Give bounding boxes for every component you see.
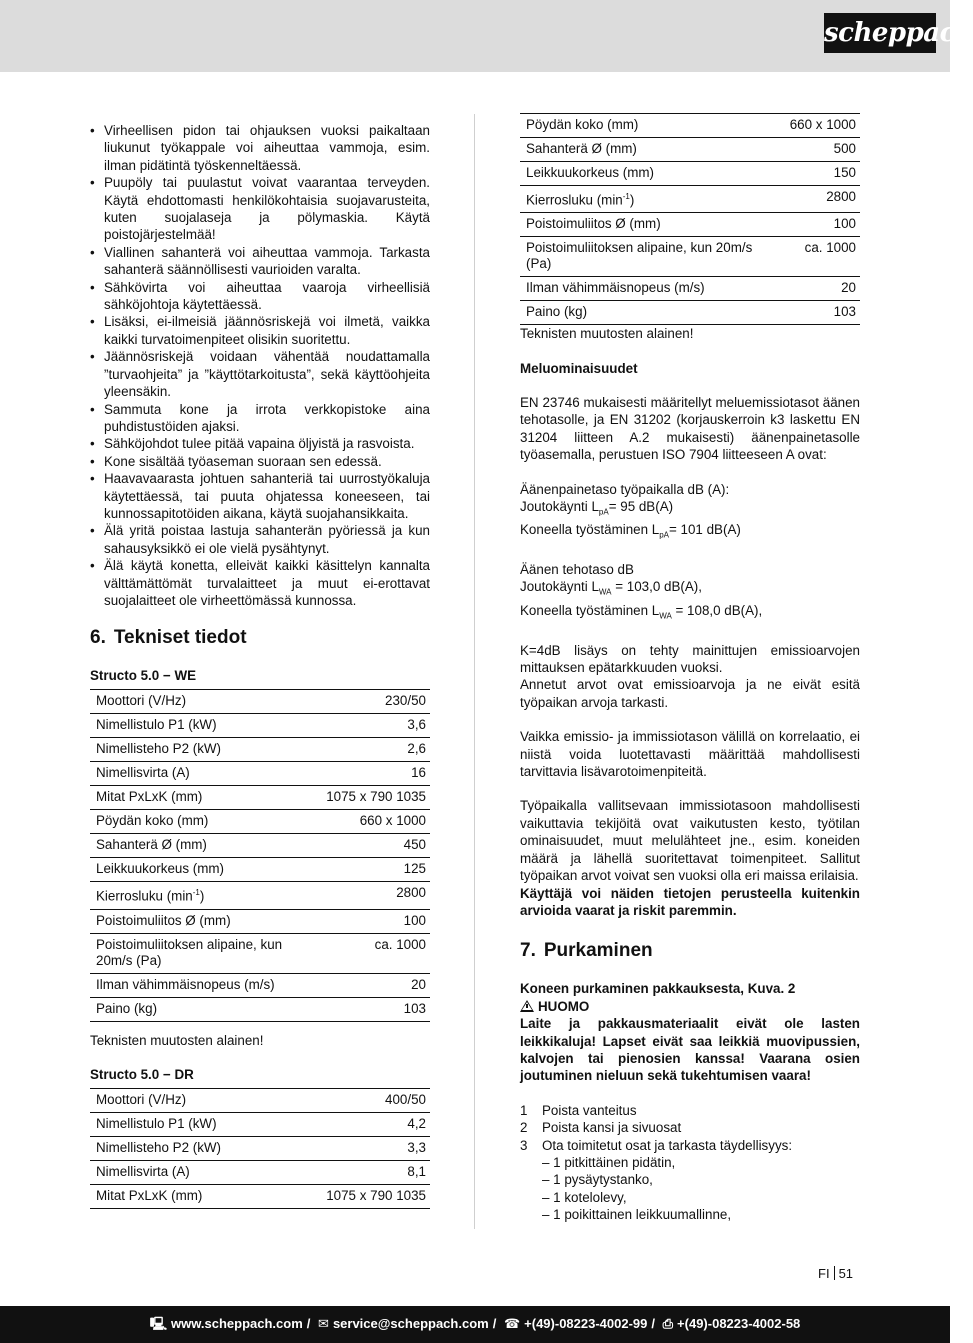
spec-key: Mitat PxLxK (mm) bbox=[90, 1185, 279, 1209]
delivery-item: – 1 pitkittäinen pidätin, bbox=[542, 1154, 676, 1170]
spec-value: 400/50 bbox=[279, 1089, 430, 1113]
spec-row bbox=[90, 1113, 430, 1137]
spec-row bbox=[90, 1089, 430, 1113]
noise-conclusion: Käyttäjä voi näiden tietojen perusteella kuitenkin arvioida vaarat ja riskit paremmin. bbox=[520, 885, 860, 918]
noise-factors-note: Työpaikalla vallitsevaan immissiotasoon mahdollisesti vaikuttavia tekijöitä ovat vaikutusten kesto, työtilan ominaisuudet, muut melulähteet jne., esim. koneiden määrä ja lähellä suoritettavat toimenpiteet. Sallitut työpaikan arvot voivat sen vuoksi olla eri maissa erilaisia. bbox=[520, 798, 860, 884]
unpack-step: 1 Poista vanteitus bbox=[520, 1102, 637, 1118]
spec-key: Poistoimuliitos Ø (mm) bbox=[90, 909, 320, 933]
footer-fax: +(49)-08223-4002-58 bbox=[677, 1316, 801, 1331]
spec-key: Leikkuukorkeus (mm) bbox=[520, 162, 784, 186]
spec-value: 8,1 bbox=[279, 1161, 430, 1185]
delivery-item: – 1 poikittainen leikkuumallinne, bbox=[542, 1207, 732, 1223]
spec-key: Leikkuukorkeus (mm) bbox=[90, 858, 320, 882]
safety-bullet: • Haavavaarasta johtuen sahanteriä tai uurrostyökaluja käytettäessä, tai puuta ohjatessa koneeseen, tai kunnossapitotöiden aikana, käytä suojahansikkaita. bbox=[90, 470, 430, 522]
spec-row bbox=[90, 810, 430, 834]
spec-key: Nimellistulo P1 (kW) bbox=[90, 714, 320, 738]
spec-value: 103 bbox=[320, 997, 430, 1021]
spec-value: 150 bbox=[784, 162, 860, 186]
spec-key: Poistoimuliitoksen alipaine, kun 20m/s (Pa) bbox=[520, 237, 784, 277]
spec-value: 500 bbox=[784, 138, 860, 162]
spec-row bbox=[520, 213, 860, 237]
section-6-heading: 6. Tekniset tiedot bbox=[90, 627, 247, 649]
left-column bbox=[90, 122, 430, 1209]
spec-key: Pöydän koko (mm) bbox=[90, 810, 320, 834]
spec-value: 450 bbox=[320, 834, 430, 858]
column-divider bbox=[474, 114, 475, 1229]
fax-icon: ⎙ bbox=[662, 1316, 674, 1331]
dr-model-title: Structo 5.0 − DR bbox=[90, 1067, 194, 1083]
safety-bullet: • Jäännösriskejä voidaan vähentää noudattamalla ”turvaohjeita” ja ”käyttötarkoitusta”, sekä käyttöohjeita yleensäkin. bbox=[90, 348, 430, 400]
spec-key: Ilman vähimmäisnopeus (m/s) bbox=[520, 277, 784, 301]
huomo-label: HUOMO bbox=[520, 998, 860, 1015]
warning-triangle-icon bbox=[520, 1000, 534, 1012]
lpa-title: Äänenpainetaso työpaikalla dB (A): bbox=[520, 481, 730, 497]
spec-row bbox=[90, 933, 430, 973]
spec-row bbox=[90, 1185, 430, 1209]
noise-k-note: K=4dB lisäys on tehty mainittujen emissioarvojen mittauksen epätarkkuuden vuoksi. bbox=[520, 642, 860, 676]
spec-row bbox=[520, 237, 860, 277]
safety-bullet: • Älä käytä konetta, elleivät kaikki käsittelyn kannalta välttämättömät turvalaitteet ja muut ei-erottavat suojalaitteet ole virheettömässä kunnossa. bbox=[90, 557, 430, 609]
spec-value: 2800 bbox=[320, 882, 430, 909]
right-column bbox=[520, 113, 860, 1224]
spec-value: 660 x 1000 bbox=[784, 114, 860, 138]
spec-value: 16 bbox=[320, 762, 430, 786]
spec-row bbox=[90, 834, 430, 858]
page-footer: 🖳 www.scheppach.com / ✉ service@scheppach.com / ☎ +(49)-08223-4002-99 / ⎙ +(49)-08223-4002-58 bbox=[0, 1306, 950, 1343]
spec-key: Nimellistulo P1 (kW) bbox=[90, 1113, 279, 1137]
computer-icon: 🖳 bbox=[149, 1316, 168, 1331]
spec-value: 3,6 bbox=[320, 714, 430, 738]
footer-phone: +(49)-08223-4002-99 bbox=[524, 1316, 648, 1331]
spec-value: 1075 x 790 1035 bbox=[279, 1185, 430, 1209]
spec-value: 100 bbox=[320, 909, 430, 933]
spec-value: 2800 bbox=[784, 186, 860, 213]
unpack-step: 3 Ota toimitetut osat ja tarkasta täydellisyys: bbox=[520, 1137, 793, 1153]
safety-bullet: • Lisäksi, ei-ilmeisiä jäännösriskejä voi ilmetä, vaikka kaikki turvatoimenpiteet olisikin suoritettu. bbox=[90, 313, 430, 348]
dr-spec-table-continued bbox=[520, 113, 860, 325]
lwa-title: Äänen tehotaso dB bbox=[520, 562, 634, 578]
spec-row bbox=[90, 882, 430, 909]
spec-key: Nimellisvirta (A) bbox=[90, 1161, 279, 1185]
safety-bullet: • Virheellisen pidon tai ohjauksen vuoksi paikaltaan liukunut työkappale voi aiheuttaa vammoja, esim. ilman pidätintä työskenneltäessä. bbox=[90, 122, 430, 174]
safety-bullet-list bbox=[90, 122, 430, 609]
noise-correlation-note: Vaikka emissio- ja immissiotason välillä on korrelaatio, ei niistä voida luotettavasti määrittää mahdollisesti tarvittavia lisävarotoimenpiteitä. bbox=[520, 729, 860, 780]
spec-row bbox=[520, 138, 860, 162]
spec-row bbox=[90, 909, 430, 933]
spec-key: Kierrosluku $(\min^{-1})$ bbox=[520, 186, 784, 213]
spec-row bbox=[520, 301, 860, 325]
lpa-load: Koneella työstäminen $L_{pA}= 101$ dB(A) bbox=[520, 521, 741, 540]
spec-key: Poistoimuliitos Ø (mm) bbox=[520, 213, 784, 237]
delivery-item: – 1 kotelolevy, bbox=[542, 1189, 627, 1205]
lwa-idle: Joutokäynti $L_{WA} = 103,0$ dB(A), bbox=[520, 579, 702, 598]
page-number: FI 51 bbox=[818, 1266, 854, 1281]
delivery-item: – 1 pysäytystanko, bbox=[542, 1172, 653, 1188]
noise-heading: Meluominaisuudet bbox=[520, 360, 638, 376]
spec-row bbox=[90, 858, 430, 882]
we-note: Teknisten muutosten alainen! bbox=[90, 1032, 264, 1048]
phone-icon: ☎ bbox=[503, 1316, 521, 1331]
we-model-title: Structo 5.0 − WE bbox=[90, 668, 197, 684]
spec-row bbox=[90, 714, 430, 738]
dr-spec-table bbox=[90, 1088, 430, 1209]
spec-key: Moottori (V/Hz) bbox=[90, 690, 320, 714]
spec-value: 3,3 bbox=[279, 1137, 430, 1161]
spec-value: ca. 1000 bbox=[784, 237, 860, 277]
noise-emission-note: Annetut arvot ovat emissioarvoja ja ne eivät esitä työpaikan arvoja tarkasti. bbox=[520, 677, 860, 710]
safety-bullet: • Älä yritä poistaa lastuja sahanterän pyöriessä ja kun sahausyksikkö ei ole vielä pysähtynyt. bbox=[90, 522, 430, 557]
spec-row bbox=[520, 114, 860, 138]
safety-bullet: • Sammuta kone ja irrota verkkopistoke aina puhdistustöiden ajaksi. bbox=[90, 401, 430, 436]
spec-key: Sahanterä Ø (mm) bbox=[520, 138, 784, 162]
spec-key: Pöydän koko (mm) bbox=[520, 114, 784, 138]
delivery-contents-list bbox=[520, 1154, 860, 1224]
unpack-steps bbox=[520, 1102, 860, 1154]
spec-value: 20 bbox=[784, 277, 860, 301]
spec-value: 660 x 1000 bbox=[320, 810, 430, 834]
spec-row bbox=[90, 786, 430, 810]
lwa-load: Koneella työstäminen $L_{WA} = 108,0$ dB(A), bbox=[520, 602, 763, 621]
spec-row bbox=[90, 762, 430, 786]
safety-bullet: • Puupöly tai puulastut voivat vaarantaa terveyden. Käytä ehdottomasti henkilökohtaisia suojavarusteita, kuten suojalaseja ja pölymaskia. Käytä poistojärjestelmää! bbox=[90, 174, 430, 244]
spec-key: Mitat PxLxK (mm) bbox=[90, 786, 320, 810]
spec-key: Ilman vähimmäisnopeus (m/s) bbox=[90, 973, 320, 997]
section-7-heading: 7. Purkaminen bbox=[520, 940, 653, 962]
spec-row bbox=[90, 973, 430, 997]
spec-key: Paino (kg) bbox=[520, 301, 784, 325]
spec-value: 2,6 bbox=[320, 738, 430, 762]
spec-key: Poistoimuliitoksen alipaine, kun 20m/s (Pa) bbox=[90, 933, 320, 973]
spec-value: 230/50 bbox=[320, 690, 430, 714]
child-warning: Laite ja pakkausmateriaalit eivät ole lasten leikkikaluja! Lapset eivät saa leikkiä muovipussien, kalvojen tai pienosien kanssa! Vaarana osien joutuminen nieluun sekä tukehtumisen vaara! bbox=[520, 1016, 860, 1084]
spec-key: Kierrosluku $(\min^{-1})$ bbox=[90, 882, 320, 909]
spec-key: Nimellisvirta (A) bbox=[90, 762, 320, 786]
dr-note: Teknisten muutosten alainen! bbox=[520, 326, 694, 342]
we-spec-table bbox=[90, 689, 430, 1021]
unpack-step: 2 Poista kansi ja sivuosat bbox=[520, 1120, 682, 1136]
noise-intro: EN 23746 mukaisesti määritellyt meluemissiotasot äänen tehotasolle, ja EN 31202 (korjauskerroin k3 laskettu EN 31204 liitteen A.2 mukaisesti) äänenpainetasolle työasemalla, perustuen ISO 7904 liitteeseen A ovat: bbox=[520, 394, 860, 463]
spec-value: 1075 x 790 1035 bbox=[320, 786, 430, 810]
spec-key: Sahanterä Ø (mm) bbox=[90, 834, 320, 858]
spec-value: 100 bbox=[784, 213, 860, 237]
spec-key: Moottori (V/Hz) bbox=[90, 1089, 279, 1113]
page-header bbox=[0, 0, 973, 72]
spec-row bbox=[90, 1161, 430, 1185]
safety-bullet: • Sähköjohdot tulee pitää vapaina öljyistä ja rasvoista. bbox=[90, 435, 430, 452]
spec-value: 103 bbox=[784, 301, 860, 325]
spec-value: ca. 1000 bbox=[320, 933, 430, 973]
spec-key: Nimellisteho P2 (kW) bbox=[90, 738, 320, 762]
spec-row bbox=[520, 186, 860, 213]
safety-bullet: • Sähkövirta voi aiheuttaa vaaroja virheellisiä sähköjohtoja käytettäessä. bbox=[90, 279, 430, 314]
safety-bullet: • Kone sisältää työaseman suoraan sen edessä. bbox=[90, 453, 430, 470]
lpa-idle: Joutokäynti $L_{pA}= 95$ dB(A) bbox=[520, 498, 674, 517]
spec-key: Paino (kg) bbox=[90, 997, 320, 1021]
mail-icon: ✉ bbox=[318, 1316, 329, 1331]
footer-web[interactable]: www.scheppach.com bbox=[171, 1316, 303, 1331]
unpack-title: Koneen purkaminen pakkauksesta, Kuva. 2 bbox=[520, 981, 796, 997]
spec-row bbox=[520, 277, 860, 301]
safety-bullet: • Viallinen sahanterä voi aiheuttaa vammoja. Tarkasta sahanterä säännöllisesti vaurioiden varalta. bbox=[90, 244, 430, 279]
spec-row bbox=[90, 997, 430, 1021]
spec-row bbox=[90, 690, 430, 714]
spec-value: 20 bbox=[320, 973, 430, 997]
spec-row bbox=[520, 162, 860, 186]
footer-email[interactable]: service@scheppach.com bbox=[332, 1316, 489, 1331]
spec-key: Nimellisteho P2 (kW) bbox=[90, 1137, 279, 1161]
spec-value: 4,2 bbox=[279, 1113, 430, 1137]
spec-row bbox=[90, 738, 430, 762]
spec-value: 125 bbox=[320, 858, 430, 882]
brand-logo: scheppach bbox=[824, 13, 936, 53]
spec-row bbox=[90, 1137, 430, 1161]
